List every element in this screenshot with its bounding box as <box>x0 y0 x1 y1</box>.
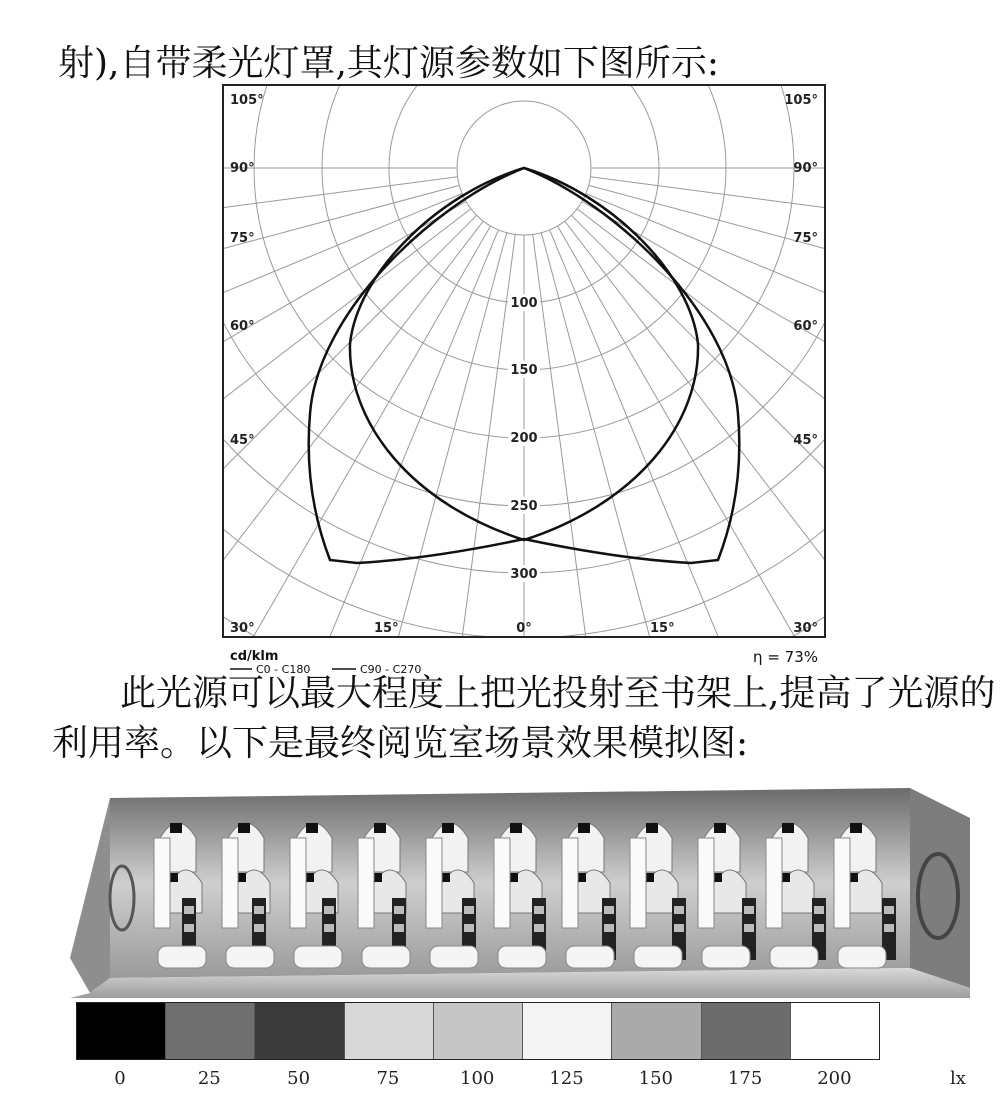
lamp-fixture <box>374 823 386 833</box>
angle-label-left: 30° <box>230 621 255 636</box>
bookshelf <box>698 838 714 928</box>
shelf-light <box>744 906 754 914</box>
shelf-light <box>464 924 474 932</box>
shelf-light <box>884 906 894 914</box>
illuminance-colorbar <box>76 1002 880 1060</box>
lamp-fixture <box>510 823 522 833</box>
colorbar-swatch-150 <box>612 1003 701 1059</box>
shelf-light <box>394 906 404 914</box>
efficiency-label: η = 73% <box>753 648 818 666</box>
table <box>226 946 274 968</box>
legend-c90-c270: C90 - C270 <box>360 663 422 674</box>
lamp-fixture <box>782 823 794 833</box>
colorbar-value-label: 200 <box>817 1068 852 1089</box>
polar-intensity-diagram <box>222 84 826 674</box>
colorbar-value-label: 0 <box>114 1068 126 1089</box>
colorbar-swatch-25 <box>166 1003 255 1059</box>
bookshelf <box>766 838 782 928</box>
table <box>158 946 206 968</box>
lamp-fixture <box>306 823 318 833</box>
lamp-fixture <box>646 823 658 833</box>
angle-label-right: 45° <box>793 433 818 448</box>
table <box>294 946 342 968</box>
bookshelf <box>426 838 442 928</box>
bookshelf <box>834 838 850 928</box>
lamp-fixture <box>578 823 590 833</box>
shelf-light <box>744 924 754 932</box>
angle-label-0: 0° <box>516 621 532 636</box>
table <box>838 946 886 968</box>
radial-label-200: 200 <box>510 431 538 446</box>
shelf-light <box>254 924 264 932</box>
shelf-light <box>324 924 334 932</box>
lamp-fixture <box>442 823 454 833</box>
reading-room-render <box>70 778 970 998</box>
colorbar-value-label: 150 <box>638 1068 673 1089</box>
shelf-light <box>534 906 544 914</box>
shelf-light <box>184 906 194 914</box>
colorbar-unit-label: lx <box>950 1068 966 1089</box>
radial-label-250: 250 <box>510 499 538 514</box>
shelf-light <box>884 924 894 932</box>
angle-label-right: 30° <box>793 621 818 636</box>
shelf-light <box>464 906 474 914</box>
shelf-light <box>604 906 614 914</box>
angle-label-15-right: 15° <box>650 621 675 636</box>
table <box>770 946 818 968</box>
paragraph-line-2: 此光源可以最大程度上把光投射至书架上,提高了光源的 <box>120 673 996 714</box>
table <box>566 946 614 968</box>
shelf-light <box>814 906 824 914</box>
angle-label-right: 75° <box>793 231 818 246</box>
table <box>498 946 546 968</box>
left-wall <box>70 798 110 993</box>
colorbar-swatch-50 <box>255 1003 344 1059</box>
colorbar-value-label: 50 <box>287 1068 311 1089</box>
angle-label-left: 45° <box>230 433 255 448</box>
shelf-light <box>534 924 544 932</box>
bookshelf <box>494 838 510 928</box>
angle-label-left: 75° <box>230 231 255 246</box>
table <box>702 946 750 968</box>
radial-label-100: 100 <box>510 296 538 311</box>
colorbar-swatch-100 <box>434 1003 523 1059</box>
lamp-fixture <box>714 823 726 833</box>
table <box>430 946 478 968</box>
colorbar-swatch-175 <box>702 1003 791 1059</box>
shelf-light <box>604 924 614 932</box>
table <box>362 946 410 968</box>
colorbar-value-label: 175 <box>727 1068 763 1089</box>
intro-paragraph: 射),自带柔光灯罩,其灯源参数如下图所示: <box>58 43 720 84</box>
angle-label-left: 60° <box>230 319 255 334</box>
angle-label-right: 90° <box>793 161 818 176</box>
shelf-light <box>814 924 824 932</box>
bookshelf <box>154 838 170 928</box>
shelf-light <box>254 906 264 914</box>
shelf-light <box>324 906 334 914</box>
angle-label-right: 60° <box>793 319 818 334</box>
legend-c0-c180: C0 - C180 <box>256 663 311 674</box>
bookshelf <box>358 838 374 928</box>
shelf-light <box>184 924 194 932</box>
unit-label: cd/klm <box>230 649 279 664</box>
colorbar-swatch-0 <box>77 1003 166 1059</box>
shelf-light <box>674 924 684 932</box>
colorbar-swatch-200 <box>791 1003 879 1059</box>
angle-label-right: 105° <box>784 93 818 108</box>
table <box>634 946 682 968</box>
paragraph-line-3: 利用率。以下是最终阅览室场景效果模拟图: <box>52 723 749 764</box>
colorbar-swatch-125 <box>523 1003 612 1059</box>
colorbar-swatch-75 <box>345 1003 434 1059</box>
colorbar-value-label: 75 <box>376 1068 400 1089</box>
lamp-fixture <box>850 823 862 833</box>
lamp-fixture <box>170 823 182 833</box>
lamp-fixture <box>238 823 250 833</box>
bookshelf <box>562 838 578 928</box>
colorbar-value-label: 125 <box>549 1068 584 1089</box>
bookshelf <box>290 838 306 928</box>
shelf-light <box>394 924 404 932</box>
bookshelf <box>630 838 646 928</box>
radial-label-150: 150 <box>510 363 538 378</box>
angle-label-left: 105° <box>230 93 264 108</box>
colorbar-value-label: 100 <box>460 1068 495 1089</box>
radial-label-300: 300 <box>510 567 538 582</box>
angle-label-15-left: 15° <box>374 621 399 636</box>
shelf-light <box>674 906 684 914</box>
angle-label-left: 90° <box>230 161 255 176</box>
colorbar-value-label: 25 <box>197 1068 221 1089</box>
bookshelf <box>222 838 238 928</box>
